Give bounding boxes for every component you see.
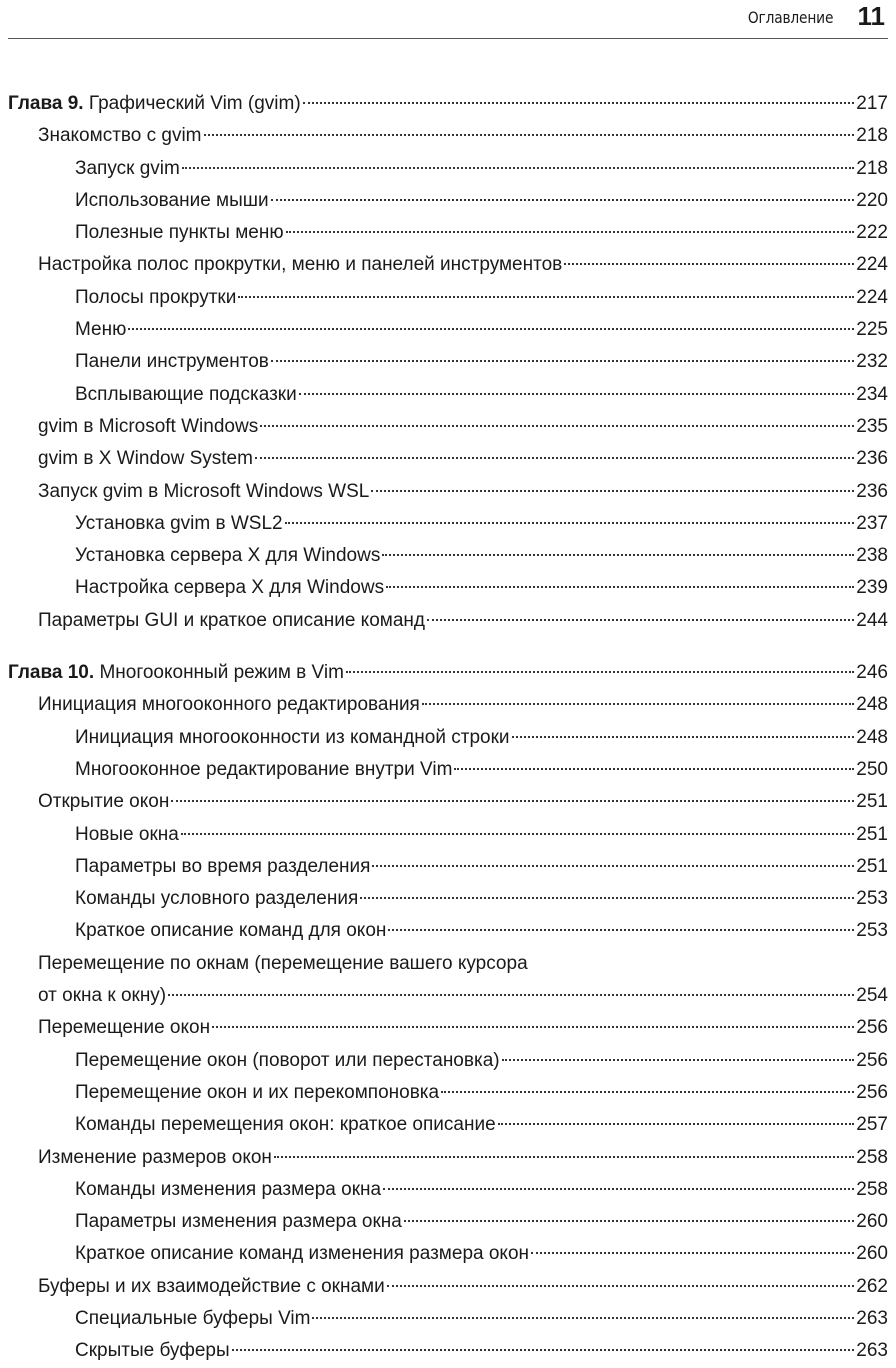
page-ref: 257 — [856, 1114, 888, 1136]
dot-leader — [387, 1285, 855, 1287]
dot-leader — [238, 296, 854, 298]
toc-entry[interactable] — [8, 819, 888, 851]
entry-title: Всплывающие подсказки — [75, 383, 297, 405]
page-ref: 235 — [856, 415, 888, 437]
toc-entry[interactable] — [8, 605, 888, 637]
dot-leader — [498, 1123, 855, 1125]
toc-entry[interactable] — [8, 689, 888, 721]
toc-entry[interactable] — [8, 540, 888, 572]
dot-leader — [181, 833, 854, 835]
toc-entry[interactable] — [8, 1077, 888, 1109]
dot-leader — [372, 865, 854, 867]
toc-entry[interactable] — [8, 120, 888, 152]
dot-leader — [312, 1317, 854, 1319]
toc-entry[interactable] — [8, 282, 888, 314]
toc-entry[interactable] — [8, 1206, 888, 1238]
toc-entry[interactable] — [8, 346, 888, 378]
page-ref: 220 — [856, 189, 888, 211]
entry-title: Панели инструментов — [75, 351, 269, 373]
toc-entry[interactable] — [8, 1109, 888, 1141]
page-ref: 251 — [856, 791, 888, 813]
toc-entry[interactable] — [8, 1012, 888, 1044]
toc-entry[interactable] — [8, 754, 888, 786]
dot-leader — [286, 231, 855, 233]
entry-title: Параметры изменения размера окна — [75, 1211, 402, 1233]
entry-title: Многооконное редактирование внутри Vim — [75, 758, 453, 780]
toc-entry[interactable] — [8, 411, 888, 443]
page-number: 11 — [857, 1, 885, 31]
chapter-label: Глава 9. — [8, 93, 84, 114]
dot-leader — [128, 328, 854, 330]
page-ref: 237 — [856, 512, 888, 534]
toc-entry-first-line[interactable]: Перемещение по окнам (перемещение вашего курсора — [38, 952, 528, 974]
toc-entry[interactable] — [8, 217, 888, 249]
page-ref: 217 — [856, 93, 888, 114]
running-title: Оглавление — [747, 8, 833, 27]
entry-title: Открытие окон — [38, 791, 170, 813]
toc-entry[interactable] — [8, 153, 888, 185]
dot-leader — [271, 199, 855, 201]
page-ref: 218 — [856, 157, 888, 179]
entry-title: Полезные пункты меню — [75, 222, 284, 244]
table-of-contents — [8, 88, 888, 1368]
toc-entry[interactable] — [8, 1335, 888, 1367]
toc-entry[interactable] — [8, 786, 888, 818]
page-ref: 256 — [856, 1049, 888, 1071]
entry-title: Установка gvim в WSL2 — [75, 512, 283, 534]
dot-leader — [404, 1220, 854, 1222]
entry-title: Установка сервера X для Windows — [75, 545, 381, 567]
dot-leader — [299, 393, 855, 395]
dot-leader — [383, 1188, 854, 1190]
toc-entry[interactable] — [8, 851, 888, 883]
entry-title: Специальные буферы Vim — [75, 1307, 311, 1329]
toc-entry[interactable] — [8, 1303, 888, 1335]
entry-title: Запуск gvim — [75, 157, 180, 179]
dot-leader — [346, 671, 854, 673]
page-ref: 251 — [856, 855, 888, 877]
chapter-label: Глава 10. — [8, 662, 95, 684]
toc-entry[interactable] — [8, 249, 888, 281]
entry-title: Перемещение окон (поворот или перестановка) — [75, 1049, 500, 1071]
dot-leader — [260, 425, 854, 427]
page-ref: 253 — [856, 888, 888, 910]
page-ref: 236 — [856, 480, 888, 502]
page-ref: 248 — [856, 726, 888, 748]
toc-entry[interactable] — [8, 572, 888, 604]
toc-entry[interactable] — [8, 1174, 888, 1206]
toc-entry[interactable] — [8, 476, 888, 508]
entry-title: Запуск gvim в Microsoft Windows WSL — [38, 480, 370, 502]
chapter-9-entry[interactable] — [8, 88, 888, 120]
toc-entry[interactable] — [8, 379, 888, 411]
page-ref: 218 — [856, 125, 888, 147]
entry-title: Меню — [75, 319, 127, 341]
page-ref: 256 — [856, 1081, 888, 1103]
page-ref: 260 — [856, 1211, 888, 1233]
dot-leader — [274, 1156, 854, 1158]
dot-leader — [360, 897, 854, 899]
toc-entry[interactable] — [8, 1271, 888, 1303]
dot-leader — [564, 263, 854, 265]
page-ref: 239 — [856, 577, 888, 599]
dot-leader — [285, 522, 855, 524]
toc-entry[interactable] — [8, 915, 888, 947]
page-ref: 246 — [856, 662, 888, 684]
dot-leader — [168, 994, 854, 996]
page-ref: 236 — [856, 448, 888, 470]
entry-title: Инициация многооконности из командной строки — [75, 726, 510, 748]
entry-title: Настройка полос прокрутки, меню и панелей инструментов — [38, 254, 563, 276]
dot-leader — [531, 1252, 854, 1254]
dot-leader — [182, 167, 854, 169]
entry-title: Команды условного разделения — [75, 888, 359, 910]
toc-entry[interactable] — [8, 1045, 888, 1077]
entry-title: Изменение размеров окон — [38, 1146, 272, 1168]
page-ref: 260 — [856, 1243, 888, 1265]
page-ref: 232 — [856, 351, 888, 373]
dot-leader — [502, 1059, 855, 1061]
page-ref: 251 — [856, 823, 888, 845]
chapter-title: Многооконный режим в Vim — [99, 662, 344, 684]
toc-entry-continuation[interactable] — [8, 980, 888, 1012]
entry-title: Краткое описание команд изменения размера окон — [75, 1243, 530, 1265]
entry-title: Краткое описание команд для окон — [75, 920, 387, 942]
entry-title: Скрытые буферы — [75, 1340, 230, 1362]
page-ref: 224 — [856, 254, 888, 276]
entry-title: Использование мыши — [75, 189, 269, 211]
toc-entry[interactable] — [8, 508, 888, 540]
dot-leader — [371, 490, 854, 492]
entry-title: от окна к окну) — [38, 985, 167, 1007]
page-ref: 258 — [856, 1178, 888, 1200]
dot-leader — [232, 1349, 855, 1351]
dot-leader — [171, 800, 854, 802]
dot-leader — [422, 703, 854, 705]
page-ref: 238 — [856, 545, 888, 567]
toc-entry[interactable] — [8, 1142, 888, 1174]
toc-entry[interactable] — [8, 1238, 888, 1270]
page-ref: 234 — [856, 383, 888, 405]
page-ref: 222 — [856, 222, 888, 244]
page-ref: 254 — [856, 985, 888, 1007]
entry-title: Параметры во время разделения — [75, 855, 371, 877]
entry-title: Настройка сервера X для Windows — [75, 577, 385, 599]
toc-entry[interactable] — [8, 883, 888, 915]
dot-leader — [255, 457, 854, 459]
dot-leader — [212, 1026, 854, 1028]
dot-leader — [204, 134, 855, 136]
toc-entry[interactable] — [8, 185, 888, 217]
dot-leader — [454, 768, 854, 770]
page-ref: 248 — [856, 694, 888, 716]
entry-title: Знакомство с gvim — [38, 125, 202, 147]
dot-leader — [388, 929, 854, 931]
page-ref: 253 — [856, 920, 888, 942]
entry-title: gvim в X Window System — [38, 448, 253, 470]
dot-leader — [441, 1091, 854, 1093]
entry-title: Команды изменения размера окна — [75, 1178, 382, 1200]
toc-entry[interactable] — [8, 443, 888, 475]
chapter-title: Графический Vim (gvim) — [88, 93, 301, 114]
page-ref: 258 — [856, 1146, 888, 1168]
dot-leader — [303, 102, 855, 104]
entry-title: Новые окна — [75, 823, 179, 845]
entry-title: gvim в Microsoft Windows — [38, 415, 259, 437]
dot-leader — [427, 619, 854, 621]
dot-leader — [386, 586, 854, 588]
dot-leader — [382, 554, 854, 556]
page-ref: 263 — [856, 1340, 888, 1362]
entry-title: Буферы и их взаимодействие с окнами — [38, 1275, 385, 1297]
page-ref: 250 — [856, 758, 888, 780]
entry-title: Перемещение окон — [38, 1017, 211, 1039]
toc-entry[interactable] — [8, 722, 888, 754]
dot-leader — [512, 736, 855, 738]
page-ref: 225 — [856, 319, 888, 341]
entry-title: Полосы прокрутки — [75, 286, 237, 308]
entry-title: Команды перемещения окон: краткое описание — [75, 1114, 496, 1136]
entry-title: Инициация многооконного редактирования — [38, 694, 420, 716]
entry-title: Параметры GUI и краткое описание команд — [38, 609, 425, 631]
page-header — [8, 0, 888, 39]
chapter-10-entry[interactable] — [8, 657, 888, 689]
dot-leader — [271, 360, 854, 362]
toc-entry[interactable] — [8, 314, 888, 346]
page-ref: 224 — [856, 286, 888, 308]
page-ref: 256 — [856, 1017, 888, 1039]
page-ref: 244 — [856, 609, 888, 631]
page-ref: 262 — [856, 1275, 888, 1297]
page-ref: 263 — [856, 1307, 888, 1329]
entry-title: Перемещение окон и их перекомпоновка — [75, 1081, 440, 1103]
